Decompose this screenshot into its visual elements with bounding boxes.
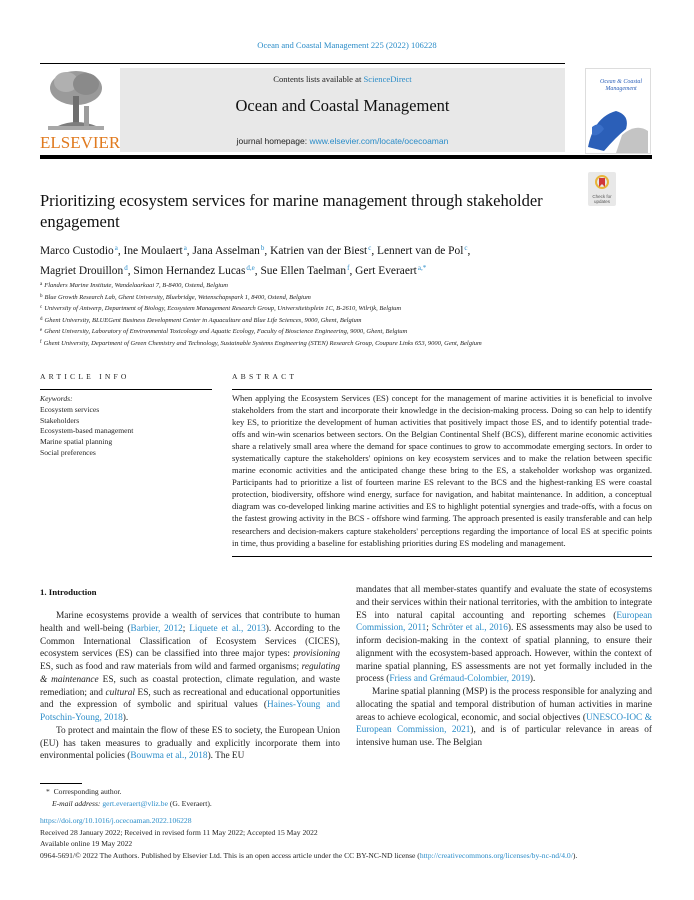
journal-reference-link[interactable]: Ocean and Coastal Management 225 (2022) 106228 bbox=[257, 40, 437, 50]
author-name[interactable]: Lennert van de Pol bbox=[377, 245, 464, 257]
author-name[interactable]: Jana Asselman bbox=[192, 245, 260, 257]
author-name[interactable]: Magriet Drouillon bbox=[40, 265, 124, 277]
article-info-rule bbox=[40, 389, 212, 390]
affiliation-marker[interactable]: a bbox=[114, 244, 118, 252]
author-name[interactable]: Gert Everaert bbox=[355, 265, 417, 277]
journal-title: Ocean and Coastal Management bbox=[235, 96, 450, 115]
doi-link[interactable]: https://doi.org/10.1016/j.ocecoaman.2022.106228 bbox=[40, 816, 192, 825]
affiliation-marker[interactable]: d bbox=[124, 264, 128, 272]
introduction-heading: 1. Introduction bbox=[40, 587, 97, 597]
author-email-link[interactable]: gert.everaert@vliz.be bbox=[102, 798, 168, 808]
abstract-heading: ABSTRACT bbox=[232, 372, 298, 381]
corresponding-author-note: * Corresponding author. bbox=[46, 787, 122, 796]
elsevier-tree-icon bbox=[48, 68, 104, 130]
journal-cover-thumbnail[interactable] bbox=[585, 68, 651, 154]
citation-link[interactable]: Schröter et al., 2016 bbox=[431, 623, 508, 634]
body-column-right bbox=[356, 584, 652, 750]
author-name[interactable]: Ine Moulaert bbox=[123, 245, 183, 257]
footnote-rule bbox=[40, 783, 82, 784]
citation-link[interactable]: Liquete et al., 2013 bbox=[189, 623, 266, 634]
keyword: Stakeholders bbox=[40, 415, 80, 425]
keyword: Ecosystem-based management bbox=[40, 426, 134, 436]
keyword: Marine spatial planning bbox=[40, 437, 113, 447]
paragraph: Marine ecosystems provide a wealth of services that contribute to human health and well-being (Barbier, 2012; Liquete et al., 2013). According to the Common International Classification of Ecosystem Services (CICES), ecosystem services (ES) can be classified into three major types: provisioning ES, such as food and raw materials from wild and farmed organisms; regulating & maintenance ES, such as coastal protection, climate regulation, and waste remediation; and cultural ES, such as recreational and educational opportunities and the expression of symbolic and spiritual values (Haines-Young and Potschin-Young, 2018). bbox=[40, 611, 340, 723]
check-updates-icon bbox=[595, 175, 609, 191]
header-bottom-rule bbox=[40, 155, 652, 159]
author-name[interactable]: Simon Hernandez Lucas bbox=[133, 265, 246, 277]
affiliation: $^d$ Ghent University, BLUEGent Business Development Center in Aquaculture and Blue Life Sciences, 9000, Ghent, Belgium bbox=[40, 316, 362, 324]
keywords-label: Keywords: bbox=[40, 394, 73, 403]
affiliation: $^a$ Flanders Marine Institute, Wandelaarkaai 7, B-8400, Ostend, Belgium bbox=[40, 282, 228, 289]
author-name[interactable]: Marco Custodio bbox=[40, 245, 114, 257]
affiliation-marker[interactable]: c bbox=[464, 244, 468, 252]
affiliation-marker[interactable]: c bbox=[368, 244, 372, 252]
sciencedirect-link[interactable]: ScienceDirect bbox=[363, 74, 412, 84]
received-dates: Received 28 January 2022; Received in revised form 11 May 2022; Accepted 15 May 2022 bbox=[40, 827, 318, 837]
journal-banner bbox=[120, 68, 565, 152]
citation-link[interactable]: Bouwma et al., 2018 bbox=[130, 751, 208, 762]
article-info-heading: ARTICLE INFO bbox=[40, 372, 130, 381]
journal-homepage-link[interactable]: www.elsevier.com/locate/ocecoaman bbox=[309, 136, 449, 146]
journal-homepage-line: journal homepage: www.elsevier.com/locate/ocecoaman bbox=[236, 136, 449, 146]
keywords-block bbox=[40, 394, 220, 459]
keyword: Social preferences bbox=[40, 447, 96, 457]
citation-link[interactable]: Friess and Grémaud-Colombier, 2019 bbox=[389, 674, 530, 685]
abstract-rule bbox=[232, 389, 652, 390]
elsevier-logo[interactable] bbox=[40, 68, 121, 152]
citation-link[interactable]: Haines-Young and Potschin-Young, 2018 bbox=[40, 700, 340, 723]
license-note: 0964-5691/© 2022 The Authors. Published by Elsevier Ltd. This is an open access article under the CC BY-NC-ND license (http://creativecommons.org/licenses/by-nc-nd/4.0/). bbox=[40, 850, 578, 860]
author-list: Marco Custodio$^a$, Ine Moulaert$^a$, Jana Asselman$^b$, Katrien van der Biest$^c$, Lennert van de Pol$^c$, Magriet Drouillon$^d$, Simon Hernandez Lucas$^{d,e}$, Sue Ellen Taelman$^f$, Gert Everaert$^{a,*}$ bbox=[40, 244, 471, 277]
elsevier-wordmark: ELSEVIER bbox=[40, 133, 121, 152]
citation-link[interactable]: UNESCO-IOC & European Commission, 2021 bbox=[356, 712, 653, 736]
cover-globe-icon bbox=[586, 107, 650, 153]
affiliation-marker[interactable]: a bbox=[183, 244, 187, 252]
abstract-bottom-rule bbox=[232, 556, 652, 557]
footnotes bbox=[40, 786, 660, 809]
paragraph: Marine spatial planning (MSP) is the process responsible for analyzing and allocating the spatial and temporal distribution of human activities in marine areas to achieve ecological, economic, and social objectives (UNESCO-IOC & European Commission, 2021), and is of particular relevance in areas of intensive human use. The Belgian bbox=[356, 687, 653, 748]
affiliation-marker[interactable]: f bbox=[347, 264, 350, 272]
article-title: Prioritizing ecosystem services for marine management through stakeholder engagement bbox=[40, 191, 543, 231]
affiliation-marker[interactable]: a,* bbox=[417, 264, 427, 272]
affiliation-marker[interactable]: b bbox=[260, 244, 265, 252]
affiliation: $^c$ University of Antwerp, Department of Biology, Ecosystem Management Research Group, Universiteitsplein 1C, B-2610, Wilrijk, Belgium bbox=[40, 305, 402, 313]
body-column-left bbox=[40, 610, 340, 763]
affiliation: $^e$ Ghent University, Laboratory of Environmental Toxicology and Aquatic Ecology, Faculty of Bioscience Engineering, 9000, Ghent, Belgium bbox=[40, 328, 408, 336]
affiliation: $^b$ Blue Growth Research Lab, Ghent University, Bluebridge, Wetenschapspark 1, 8400, Ostend, Belgium bbox=[40, 293, 311, 301]
contents-line: Contents lists available at ScienceDirect bbox=[273, 74, 412, 84]
email-note: E-mail address: gert.everaert@vliz.be (G. Everaert). bbox=[52, 798, 212, 808]
paragraph: To protect and maintain the flow of these ES to society, the European Union (EU) has taken measures to gradually and explicitly incorporate them into environmental policies (Bouwma et al., 2018). The EU bbox=[40, 725, 340, 762]
affiliation: $^f$ Ghent University, Department of Green Chemistry and Technology, Sustainable Systems Engineering (STEN) Research Group, Coupure Links 653, 9000, Gent, Belgium bbox=[40, 339, 482, 347]
citation-link[interactable]: European Commission, 2011 bbox=[356, 610, 652, 634]
available-online: Available online 19 May 2022 bbox=[40, 839, 133, 849]
author-name[interactable]: Sue Ellen Taelman bbox=[260, 265, 347, 277]
abstract-text: When applying the Ecosystem Services (ES) concept for the management of marine activities it is beneficial to involve stakeholders from the start and incorporate their knowledge in the decision-making process. Doing so can help to identify key ES, to prioritize the development of human activities that positively impact those ES, and to identify potential trade-offs and win-win scenarios between sectors. On the Belgian Continental Shelf (BCS), different marine economic activities share a relatively small area where the demand for space continues to grow to accommodate emerging sectors. In order to systematically capture the stakeholders' opinions on key ecosystem services and to make the relation between specific marine economic activities and the anticipated change these bring to the ES, a stakeholder workshop was organized. Participants had to prioritize a list of fourteen marine ES relevant to the BCS and the highest-ranking ES were coastal protection, biodiversity, offshore wind energy, surface for navigation, and habitat maintenance. In addition, a conceptual diagram was co-developed linking marine activities and ES to highlight potential synergies and trade-offs, with a focus on the fastest growing activity in the BCS - offshore wind farming. The approach presented is easily transferable and can help researchers and decision-makers capture stakeholders' perceptions regarding the importance of local ES at specific points in time, thus providing a baseline for establishing priorities during ES modeling and management. bbox=[232, 393, 652, 548]
paragraph: mandates that all member-states quantify and evaluate the state of ecosystems and their services within their national territories, with the ambition to integrate ES into natural capital accounting and reporting schemes (European Commission, 2011; Schröter et al., 2016). ES assessments may also be used to inform decision-making in the context of spatial planning, to ensure their alignment with the ecosystem-based approach. However, within the context of marine spatial planning, ES assessments are not yet formally included in the process (Friess and Grémaud-Colombier, 2019). bbox=[356, 585, 652, 685]
cover-title: Ocean & Coastal Management bbox=[600, 79, 642, 92]
affiliations bbox=[40, 280, 640, 350]
keyword: Ecosystem services bbox=[40, 404, 100, 414]
article-metadata bbox=[40, 815, 660, 861]
citation-link[interactable]: Barbier, 2012 bbox=[130, 623, 183, 634]
affiliation-marker[interactable]: d,e bbox=[246, 264, 255, 272]
license-link[interactable]: http://creativecommons.org/licenses/by-nc-nd/4.0/ bbox=[419, 850, 573, 860]
check-for-updates-button[interactable]: Check for updates bbox=[588, 172, 616, 206]
author-name[interactable]: Katrien van der Biest bbox=[270, 245, 368, 257]
header-top-rule bbox=[40, 63, 565, 64]
